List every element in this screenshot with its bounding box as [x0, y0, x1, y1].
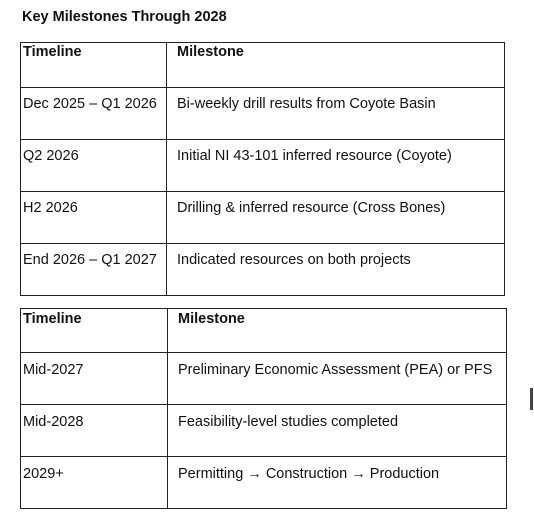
timeline-cell: Mid-2028: [21, 405, 168, 457]
table-row: [21, 405, 507, 457]
milestone-cell: Indicated resources on both projects: [167, 244, 505, 296]
timeline-cell: H2 2026: [21, 192, 167, 244]
timeline-cell: 2029+: [21, 457, 168, 509]
header-timeline: Timeline: [21, 43, 167, 88]
table-row: [21, 244, 505, 296]
milestone-cell: Bi-weekly drill results from Coyote Basin: [167, 88, 505, 140]
milestone-cell: Initial NI 43-101 inferred resource (Coyote): [167, 140, 505, 192]
timeline-cell: End 2026 – Q1 2027: [21, 244, 167, 296]
table-header-row: [21, 43, 505, 88]
header-milestone: Milestone: [168, 309, 507, 353]
milestone-cell: Preliminary Economic Assessment (PEA) or PFS: [168, 353, 507, 405]
table-row: [21, 457, 507, 509]
table-header-row: [21, 309, 507, 353]
milestone-cell: Drilling & inferred resource (Cross Bones): [167, 192, 505, 244]
milestone-cell: Permitting → Construction → Production: [168, 457, 507, 509]
header-milestone: Milestone: [167, 43, 505, 88]
milestones-table-2: [20, 308, 507, 509]
timeline-cell: Mid-2027: [21, 353, 168, 405]
table-row: [21, 88, 505, 140]
table-row: [21, 192, 505, 244]
document-title: Key Milestones Through 2028: [22, 9, 227, 25]
timeline-cell: Q2 2026: [21, 140, 167, 192]
milestones-table-1: [20, 42, 505, 296]
timeline-cell: Dec 2025 – Q1 2026: [21, 88, 167, 140]
milestone-cell: Feasibility-level studies completed: [168, 405, 507, 457]
table-row: [21, 353, 507, 405]
table-row: [21, 140, 505, 192]
header-timeline: Timeline: [21, 309, 168, 353]
scroll-edge-marker: [530, 388, 533, 410]
